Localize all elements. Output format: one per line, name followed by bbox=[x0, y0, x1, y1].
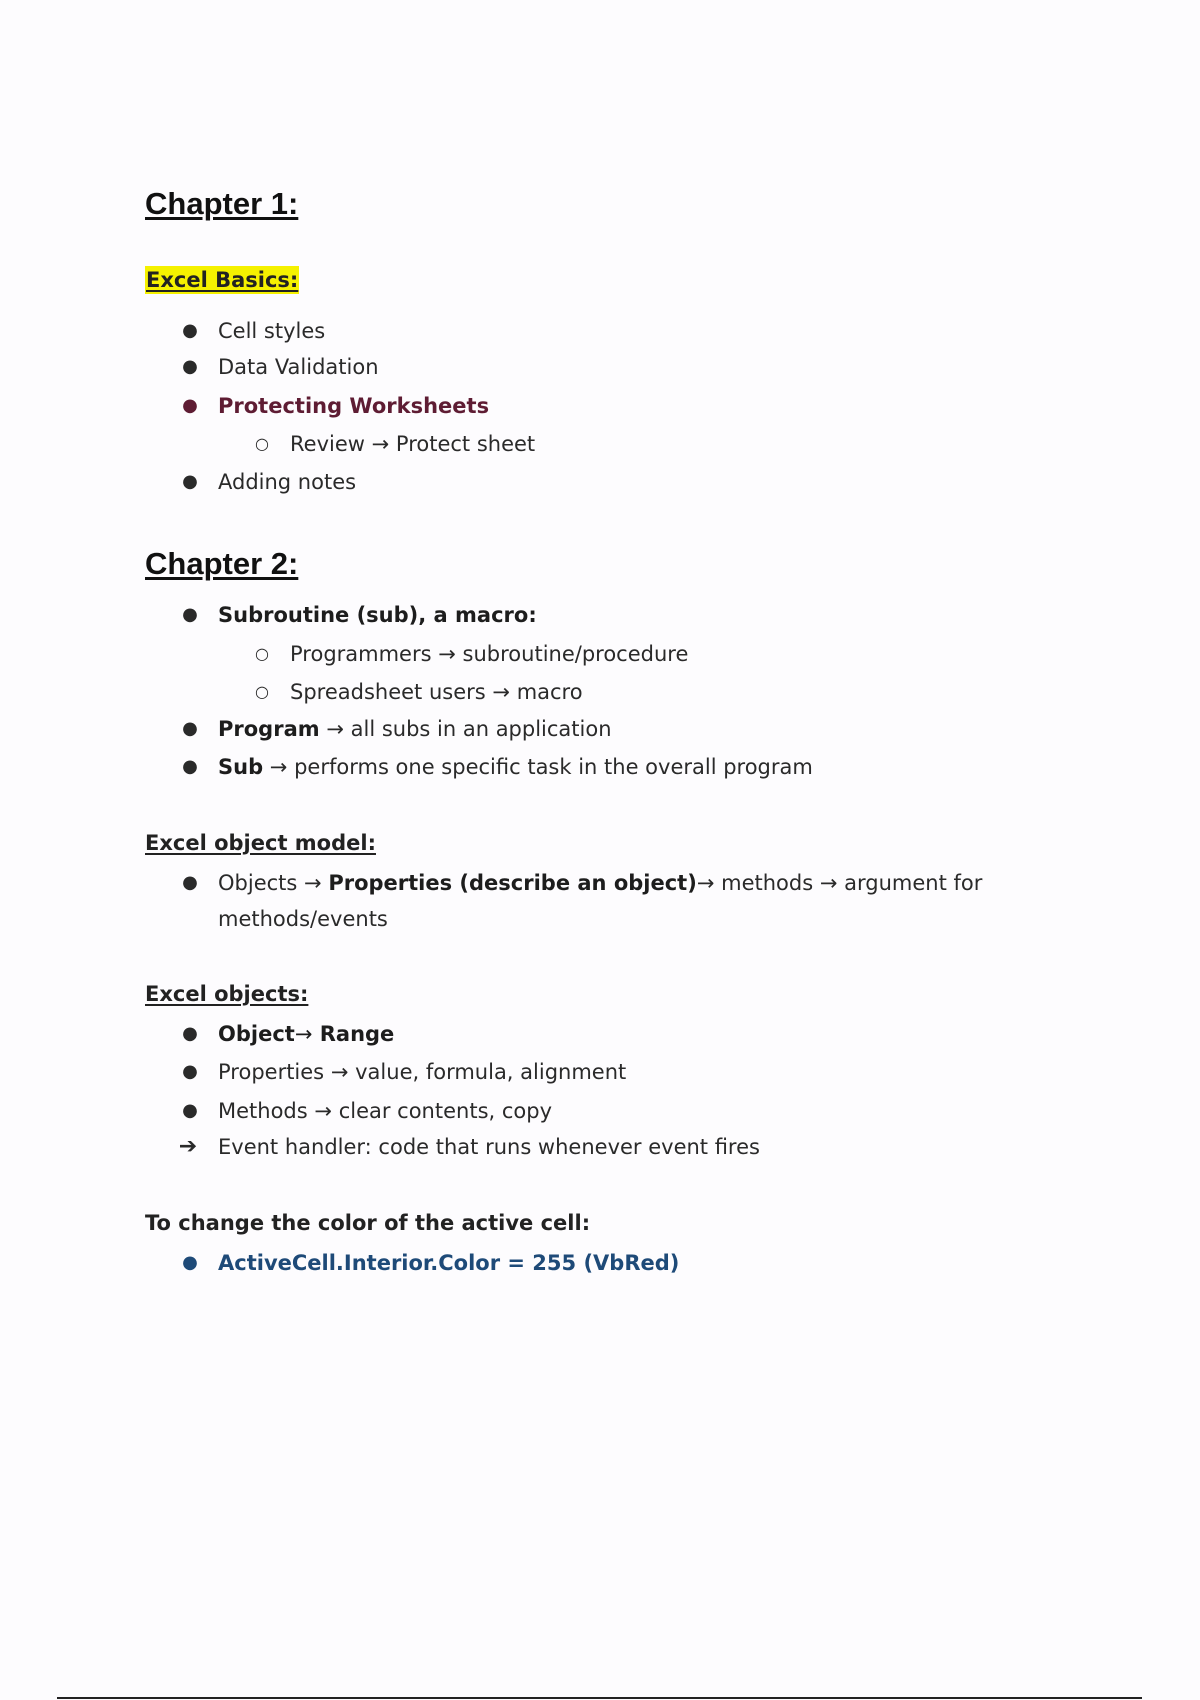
page-divider bbox=[57, 1697, 1142, 1699]
programmers-line: Programmers → subroutine/procedure bbox=[290, 642, 689, 666]
chapter-2-title: Chapter 2: bbox=[145, 546, 299, 581]
program-line: Program → all subs in an application bbox=[218, 717, 612, 741]
bullet-icon: ● bbox=[182, 604, 198, 625]
event-handler-line: Event handler: code that runs whenever event fires bbox=[218, 1135, 760, 1159]
section-excel-basics bbox=[145, 268, 299, 292]
chapter-1-title: Chapter 1: bbox=[145, 186, 299, 221]
sub-line: Sub → performs one specific task in the overall program bbox=[218, 755, 813, 779]
bullet-icon: ● bbox=[182, 471, 198, 492]
active-cell-code: ActiveCell.Interior.Color = 255 (VbRed) bbox=[218, 1251, 680, 1275]
item-data-validation: Data Validation bbox=[218, 355, 379, 379]
object-model-heading: Excel object model: bbox=[145, 831, 376, 855]
arrow-bullet-icon: ➔ bbox=[178, 1134, 198, 1159]
hollow-bullet-icon: ○ bbox=[255, 434, 269, 453]
bullet-icon: ● bbox=[182, 1100, 198, 1121]
object-model-line: Objects → Properties (describe an object)→ methods → argument for bbox=[218, 871, 983, 895]
bullet-icon: ● bbox=[182, 1023, 198, 1044]
bullet-icon: ● bbox=[182, 756, 198, 777]
object-range-line: Object→ Range bbox=[218, 1022, 395, 1046]
item-adding-notes: Adding notes bbox=[218, 470, 357, 494]
bullet-icon: ● bbox=[182, 320, 198, 341]
excel-objects-heading: Excel objects: bbox=[145, 982, 309, 1006]
bullet-icon: ● bbox=[182, 1061, 198, 1082]
item-cell-styles: Cell styles bbox=[218, 319, 326, 343]
hollow-bullet-icon: ○ bbox=[255, 644, 269, 663]
properties-line: Properties → value, formula, alignment bbox=[218, 1060, 627, 1084]
bullet-icon: ● bbox=[182, 395, 198, 416]
subroutine-label: Subroutine (sub), a macro: bbox=[218, 603, 537, 627]
methods-line: Methods → clear contents, copy bbox=[218, 1099, 553, 1123]
active-cell-heading: To change the color of the active cell: bbox=[145, 1211, 591, 1235]
bullet-icon: ● bbox=[182, 872, 198, 893]
item-protecting-worksheets: Protecting Worksheets bbox=[218, 394, 490, 418]
bullet-icon: ● bbox=[182, 356, 198, 377]
excel-basics-heading: Excel Basics: bbox=[146, 268, 299, 292]
hollow-bullet-icon: ○ bbox=[255, 682, 269, 701]
review-protect-sheet: Review → Protect sheet bbox=[290, 432, 536, 456]
bullet-icon: ● bbox=[182, 1252, 198, 1273]
methods-events: methods/events bbox=[218, 907, 388, 931]
spreadsheet-users-line: Spreadsheet users → macro bbox=[290, 680, 583, 704]
bullet-icon: ● bbox=[182, 718, 198, 739]
